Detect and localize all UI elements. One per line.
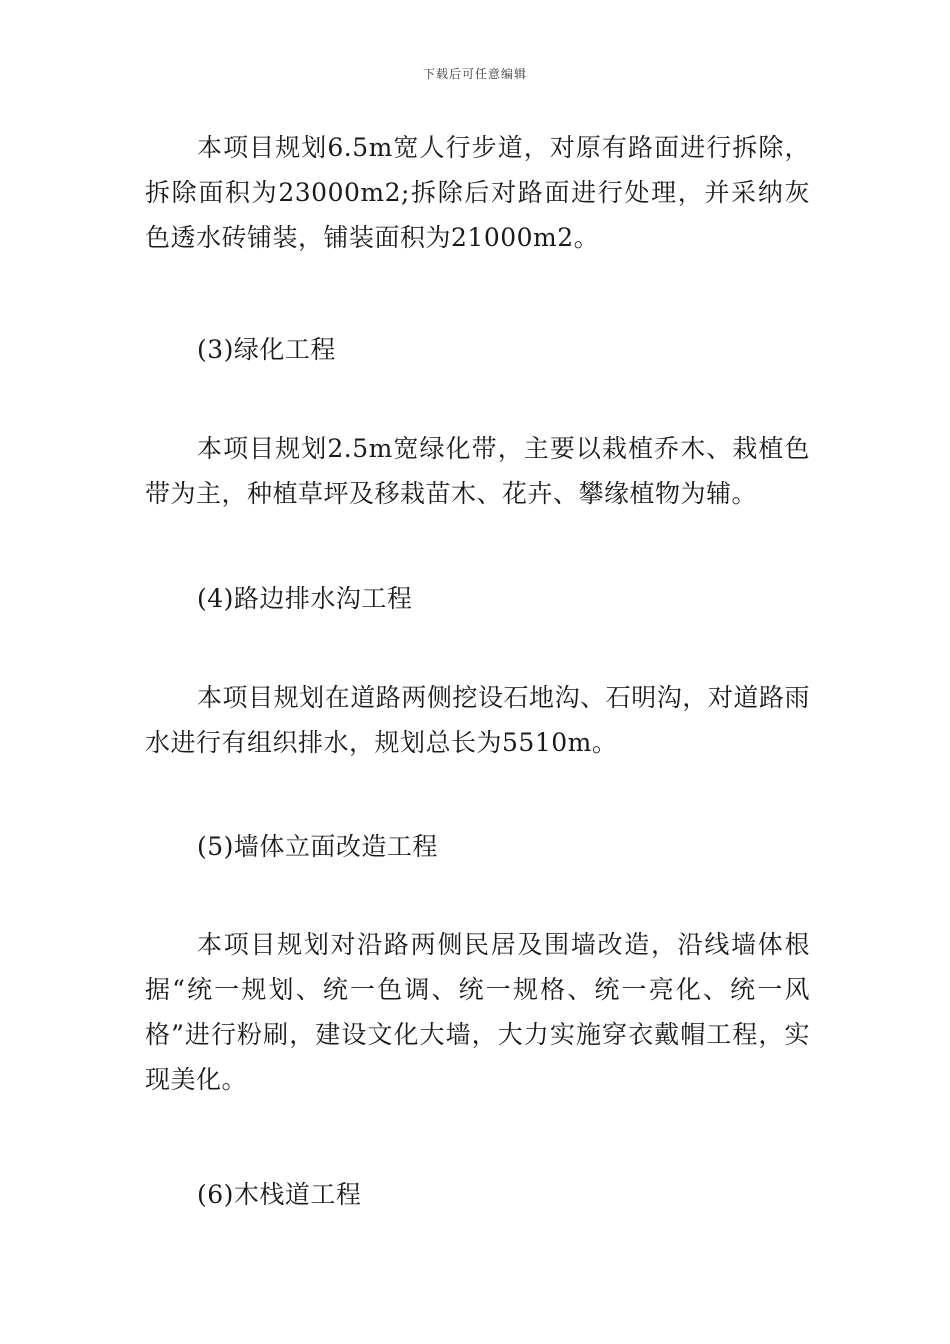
paragraph-sidewalk: 本项目规划6.5m宽人行步道，对原有路面进行拆除，拆除面积为23000m2;拆除后对路面进行处理，并采纳灰色透水砖铺装，铺装面积为21000m2。 — [145, 133, 810, 252]
heading-drainage: (4)路边排水沟工程 — [197, 584, 413, 613]
paragraph-greening: 本项目规划2.5m宽绿化带，主要以栽植乔木、栽植色带为主，种植草坪及移栽苗木、花卉、攀缘植物为辅。 — [145, 434, 810, 508]
heading-greening: (3)绿化工程 — [197, 335, 336, 364]
heading-boardwalk: (6)木栈道工程 — [197, 1180, 362, 1209]
header-note: 下载后可任意编辑 — [422, 67, 527, 81]
heading-wall-facade: (5)墙体立面改造工程 — [197, 832, 438, 861]
paragraph-wall-facade: 本项目规划对沿路两侧民居及围墙改造，沿线墙体根据“统一规划、统一色调、统一规格、统一亮化、统一风格”进行粉刷，建设文化大墙，大力实施穿衣戴帽工程，实现美化。 — [145, 930, 810, 1094]
paragraph-drainage: 本项目规划在道路两侧挖设石地沟、石明沟，对道路雨水进行有组织排水，规划总长为5510m。 — [145, 683, 810, 757]
